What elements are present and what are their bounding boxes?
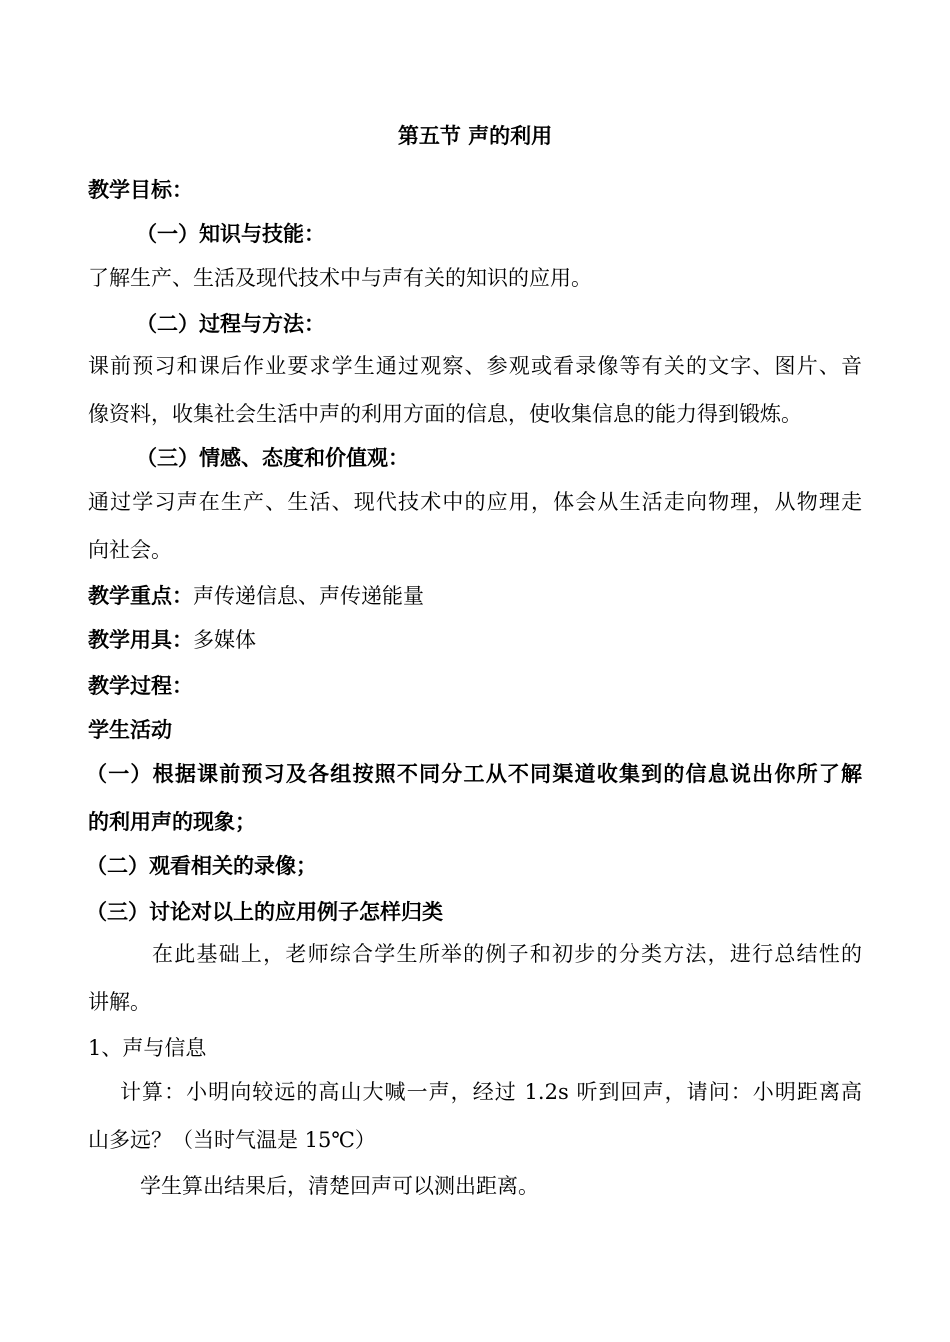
teaching-tools bbox=[88, 626, 256, 654]
activity-3: （三）讨论对以上的应用例子怎样归类 bbox=[86, 900, 443, 924]
activity-1-line-2: 的利用声的现象； bbox=[88, 810, 256, 834]
page-title: 第五节 声的利用 bbox=[397, 124, 553, 148]
activity-1-line-1: （一）根据课前预习及各组按照不同分工从不同渠道收集到的信息说出你所了解 bbox=[86, 762, 862, 786]
process-method-text-line-2: 像资料，收集社会生活中声的利用方面的信息，使收集信息的能力得到锻炼。 bbox=[88, 402, 802, 426]
process-method-heading: （二）过程与方法： bbox=[136, 312, 325, 336]
key-points-value: 声传递信息、声传递能量 bbox=[193, 584, 424, 608]
calculation-line-1: 计算：小明向较远的高山大喊一声，经过 1.2s 听到回声，请问：小明距离高 bbox=[120, 1080, 862, 1104]
objectives-heading: 教学目标： bbox=[88, 178, 193, 202]
summary-line-1: 在此基础上，老师综合学生所举的例子和初步的分类方法，进行总结性的 bbox=[152, 942, 862, 966]
section-sound-and-information: 1、声与信息 bbox=[88, 1036, 207, 1060]
teaching-tools-value: 多媒体 bbox=[193, 628, 256, 652]
teaching-tools-label: 教学用具： bbox=[88, 628, 193, 652]
result-text: 学生算出结果后，清楚回声可以测出距离。 bbox=[140, 1174, 539, 1198]
knowledge-heading: （一）知识与技能： bbox=[136, 222, 325, 246]
key-points bbox=[88, 582, 424, 610]
key-points-label: 教学重点： bbox=[88, 584, 193, 608]
activity-2: （二）观看相关的录像； bbox=[86, 854, 317, 878]
emotion-heading: （三）情感、态度和价值观： bbox=[136, 446, 409, 470]
summary-line-2: 讲解。 bbox=[88, 990, 151, 1014]
emotion-text-line-1: 通过学习声在生产、生活、现代技术中的应用，体会从生活走向物理，从物理走 bbox=[88, 490, 862, 514]
calculation-line-2: 山多远？（当时气温是 15℃） bbox=[88, 1128, 376, 1152]
student-activity-heading: 学生活动 bbox=[88, 718, 172, 742]
knowledge-text: 了解生产、生活及现代技术中与声有关的知识的应用。 bbox=[88, 266, 592, 290]
emotion-text-line-2: 向社会。 bbox=[88, 538, 172, 562]
teaching-process-heading: 教学过程： bbox=[88, 674, 193, 698]
process-method-text-line-1: 课前预习和课后作业要求学生通过观察、参观或看录像等有关的文字、图片、音 bbox=[88, 354, 862, 378]
